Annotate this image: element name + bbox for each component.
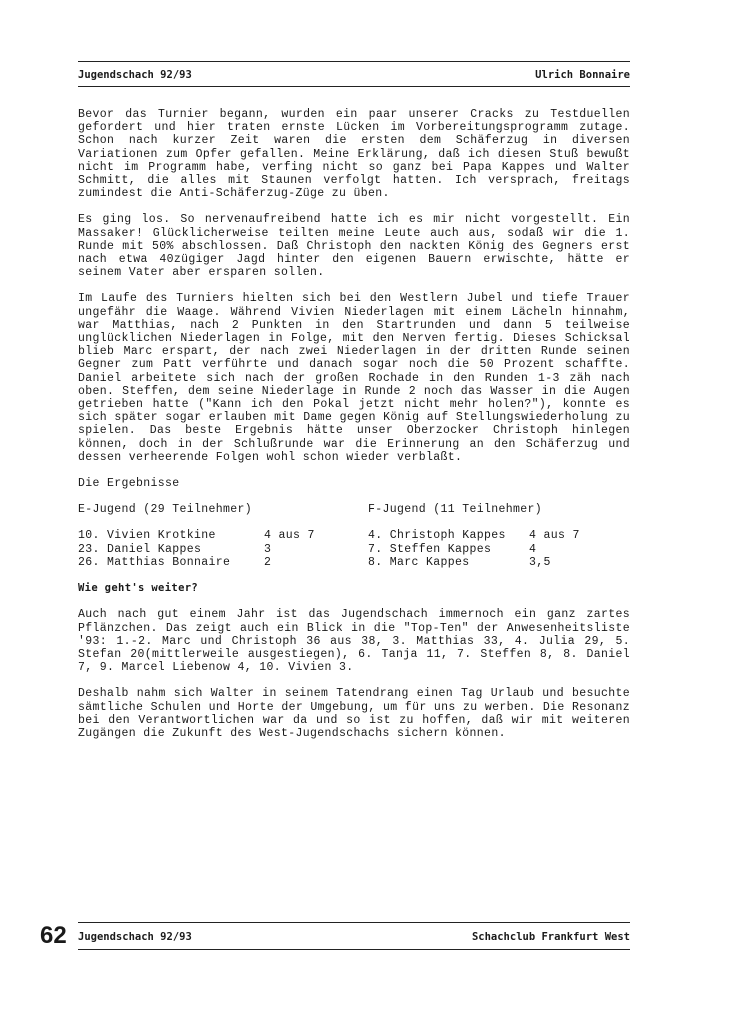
running-footer	[78, 931, 630, 943]
e-player-score: 4 aus 7	[264, 529, 315, 543]
paragraph-3: Im Laufe des Turniers hielten sich bei den Westlern Jubel und tiefe Trauer ungefähr die Waage. Während Vivien Niederlagen mit einem Lächeln hinnahm, war Matthias, nach 2 Punkten in den Startrunden und dann 5 teilweise unglücklichen Niederlagen in Folge, mit den Nerven fertig. Dieses Schicksal blieb Marc erspart, der nach zwei Niederlagen in der dritten Runde seinen Gegner zum Patt verführte und danach sogar noch die 50 Prozent schaffte. Daniel arbeitete sich nach der großen Rochade in den Runden 1-3 zäh nach oben. Steffen, dem seine Niederlage in Runde 2 noch das Wasser in die Augen getrieben hatte ("Kann ich den Pokal jetzt nicht mehr holen?"), konnte es sich später sogar erlauben mit Dame gegen König auf Stellungswiederholung zu spielen. Das beste Ergebnis hätte unser Oberzocker Christoph hinlegen können, doch in der Schlußrunde war die Erinnerung an den Schäferzug und dessen verheerende Folgen wohl schon wieder verblaßt.	[78, 292, 630, 464]
results-table	[78, 529, 630, 569]
header-title: Jugendschach 92/93	[78, 69, 192, 81]
e-jugend-heading: E-Jugend (29 Teilnehmer)	[78, 503, 253, 517]
paragraph-1: Bevor das Turnier begann, wurden ein paar unserer Cracks zu Testduellen gefordert und hier traten ernste Lücken im Vorbereitungsprogramm zutage. Schon nach kurzer Zeit waren die ersten dem Schäferzug in diversen Variationen zum Opfer gefallen. Meine Erklärung, daß ich diesen Stuß bewußt nicht im Programm habe, verfing nicht so ganz bei Papa Kappes und Walter Schmitt, die alles mit Staunen verfolgt hatten. Ich versprach, freitags zumindest die Anti-Schäferzug-Züge zu üben.	[78, 108, 630, 201]
f-player-score: 3,5	[529, 555, 551, 569]
page-number: 62	[40, 922, 67, 949]
f-player-name: 7. Steffen Kappes	[368, 542, 492, 556]
header-author: Ulrich Bonnaire	[535, 69, 630, 81]
e-player-name: 26. Matthias Bonnaire	[78, 555, 231, 569]
f-player-name: 4. Christoph Kappes	[368, 529, 506, 543]
header-bottom-rule	[78, 86, 630, 87]
e-player-name: 10. Vivien Krotkine	[78, 529, 216, 543]
paragraph-2: Es ging los. So nervenaufreibend hatte ich es mir nicht vorgestellt. Ein Massaker! Glücklicherweise teilten meine Leute auch aus, sodaß wir die 1. Runde mit 50% abschlossen. Daß Christoph den nackten König des Gegners erst nach etwa 40zügiger Jagd hinter den eigenen Bauern erwischte, hätte er seinem Vater aber ersparen sollen.	[78, 213, 630, 280]
header-top-rule	[78, 61, 630, 62]
footer-title: Jugendschach 92/93	[78, 931, 192, 943]
footer-bottom-rule	[78, 949, 630, 950]
e-player-name: 23. Daniel Kappes	[78, 542, 202, 556]
f-player-score: 4 aus 7	[529, 529, 580, 543]
e-player-score: 3	[264, 542, 272, 556]
article-body	[78, 108, 630, 753]
results-groups	[78, 503, 630, 516]
footer-club: Schachclub Frankfurt West	[471, 931, 630, 943]
section-heading: Wie geht's weiter?	[78, 582, 199, 595]
result-row	[78, 556, 630, 569]
f-player-score: 4	[529, 542, 537, 556]
result-row	[78, 529, 630, 542]
e-player-score: 2	[264, 555, 272, 569]
f-player-name: 8. Marc Kappes	[368, 555, 470, 569]
result-row	[78, 543, 630, 556]
paragraph-5: Deshalb nahm sich Walter in seinem Tatendrang einen Tag Urlaub und besuchte sämtliche Schulen und Horte der Umgebung, um für uns zu werben. Die Resonanz bei den Verantwortlichen war da und so ist zu hoffen, daß wir mit weiteren Zugängen die Zukunft des West-Jugendschachs sichern können.	[78, 687, 630, 740]
running-header	[78, 69, 630, 81]
results-heading: Die Ergebnisse	[78, 477, 180, 491]
f-jugend-heading: F-Jugend (11 Teilnehmer)	[368, 503, 543, 517]
paragraph-4: Auch nach gut einem Jahr ist das Jugendschach immernoch ein ganz zartes Pflänzchen. Das zeigt auch ein Blick in die "Top-Ten" der Anwesenheitsliste '93: 1.-2. Marc und Christoph 36 aus 38, 3. Matthias 33, 4. Julia 29, 5. Stefan 20(mittlerweile ausgestiegen), 6. Tanja 11, 7. Steffen 8, 8. Daniel 7, 9. Marcel Liebenow 4, 10. Vivien 3.	[78, 608, 630, 675]
footer-top-rule	[78, 922, 630, 923]
